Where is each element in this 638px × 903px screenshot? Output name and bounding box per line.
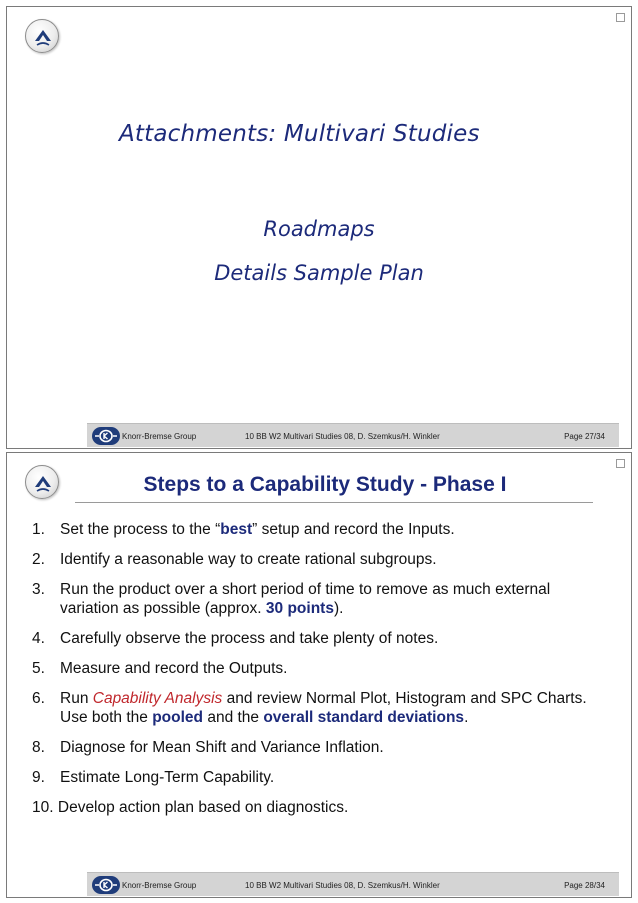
footer-page-number: Page 27/34: [564, 432, 605, 441]
step-emphasis: pooled: [152, 709, 204, 726]
step-text: and the: [203, 709, 264, 726]
step-text: Carefully observe the process and take plenty of notes.: [60, 630, 439, 647]
step-text: Estimate Long-Term Capability.: [60, 769, 275, 786]
step-text: ” setup and record the Inputs.: [252, 521, 455, 538]
step-text: Measure and record the Outputs.: [60, 660, 288, 677]
step-link-text: Capability Analysis: [92, 690, 223, 707]
footer-group: Knorr-Bremse Group: [122, 881, 197, 890]
steps-list: [32, 520, 612, 828]
slide-28: [6, 452, 632, 898]
step-text: Run the product over a short period of time to remove as much external variation as possible (approx.: [60, 581, 551, 617]
list-item: [32, 798, 612, 817]
step-text: Identify a reasonable way to create rational subgroups.: [60, 551, 437, 568]
list-item: [32, 550, 612, 569]
footer-group: Knorr-Bremse Group: [122, 432, 197, 441]
corner-marker: [616, 459, 625, 468]
step-emphasis: best: [220, 521, 253, 538]
slide-title: Attachments: Multivari Studies: [119, 121, 480, 147]
step-text: ).: [333, 600, 344, 617]
circular-arrow-logo-icon: [25, 19, 59, 53]
list-item: [32, 689, 612, 727]
list-item: [32, 659, 612, 678]
step-text: Develop action plan based on diagnostics.: [57, 799, 349, 816]
slide-footer: [87, 872, 619, 896]
footer-course: 10 BB W2 Multivari Studies 08, D. Szemkus/H. Winkler: [245, 881, 440, 890]
step-text: Run: [60, 690, 93, 707]
list-item: [32, 629, 612, 648]
step-text: and review Normal Plot, Histogram and SPC Charts. Use both the: [60, 690, 587, 726]
slide-subtitle-roadmaps: Roadmaps: [263, 217, 375, 241]
footer-course: 10 BB W2 Multivari Studies 08, D. Szemkus/H. Winkler: [245, 432, 440, 441]
step-number: 9.: [32, 769, 45, 786]
list-item: [32, 738, 612, 757]
step-number: 4.: [32, 630, 45, 647]
step-number: 5.: [32, 660, 45, 677]
step-text: Diagnose for Mean Shift and Variance Inflation.: [60, 739, 384, 756]
step-number: 6.: [32, 690, 45, 707]
list-item: [32, 580, 612, 618]
list-item: [32, 768, 612, 787]
slide-footer: [87, 423, 619, 447]
step-text: .: [464, 709, 469, 726]
step-emphasis: 30 points: [265, 600, 334, 617]
step-number: 2.: [32, 551, 45, 568]
list-item: [32, 520, 612, 539]
step-text: Set the process to the “: [60, 521, 221, 538]
footer-page-number: Page 28/34: [564, 881, 605, 890]
slide-title: Steps to a Capability Study - Phase I: [143, 473, 507, 496]
step-number: 8.: [32, 739, 45, 756]
knorr-bremse-logo-icon: [92, 427, 120, 445]
step-emphasis: overall standard deviations: [263, 709, 465, 726]
slide-subtitle-details: Details Sample Plan: [214, 261, 424, 285]
step-number: 1.: [32, 521, 45, 538]
title-divider: [75, 502, 593, 503]
knorr-bremse-logo-icon: [92, 876, 120, 894]
slide-27: [6, 6, 632, 449]
step-number: 10.: [32, 799, 54, 816]
corner-marker: [616, 13, 625, 22]
step-number: 3.: [32, 581, 45, 598]
